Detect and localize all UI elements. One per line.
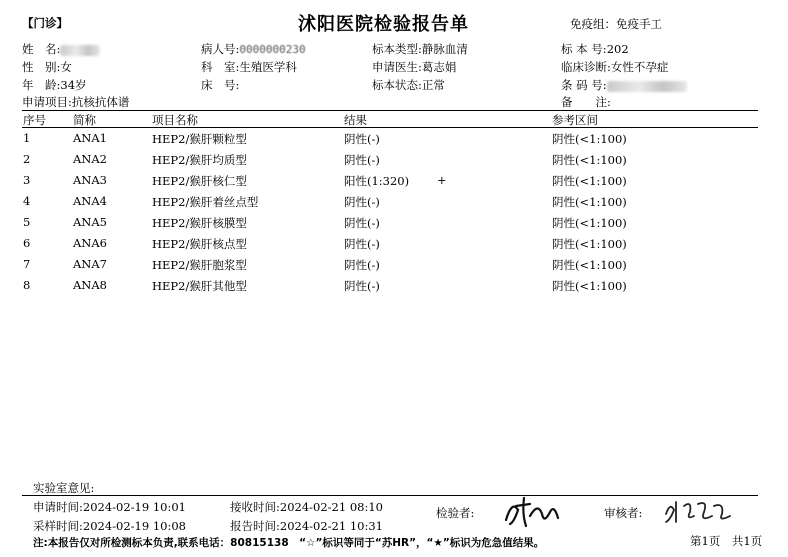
specimen-type: 标本类型:静脉血清 <box>372 42 468 56</box>
footer-line <box>22 495 758 496</box>
department: 科 室:生殖医学科 <box>201 60 297 74</box>
remarks: 备 注: <box>561 95 611 109</box>
page-indicator: 第1页 共1页 <box>690 534 763 548</box>
report-time: 报告时间:2024-02-21 10:31 <box>230 519 383 533</box>
table-row: 4 ANA4 HEP2/猴肝着丝点型 阴性(-) 阴性(<1:100) <box>23 194 627 209</box>
redacted-barcode <box>607 81 687 92</box>
barcode-number: 条 码 号: <box>561 77 687 93</box>
header-top-line <box>22 110 758 111</box>
col-abbr-header: 简称 <box>73 113 96 127</box>
table-header <box>0 112 788 132</box>
reviewer-label: 审核者: <box>604 506 643 520</box>
tester-label: 检验者: <box>436 506 475 520</box>
clinic-type: 【门诊】 <box>22 16 68 30</box>
col-result-header: 结果 <box>344 113 367 127</box>
lab-group: 免疫组：免疫手工 <box>570 17 662 31</box>
col-ref-header: 参考区间 <box>552 113 598 127</box>
specimen-status: 标本状态:正常 <box>372 78 445 92</box>
bed-number: 床 号: <box>201 78 240 92</box>
request-time: 申请时间:2024-02-19 10:01 <box>33 500 186 514</box>
redacted-name <box>60 45 100 56</box>
collect-time: 采样时间:2024-02-19 10:08 <box>33 519 186 533</box>
clinical-diagnosis: 临床诊断:女性不孕症 <box>561 60 669 74</box>
receive-time: 接收时间:2024-02-21 08:10 <box>230 500 383 514</box>
patient-age: 年 龄:34岁 <box>22 78 87 92</box>
table-row: 3 ANA3 HEP2/猴肝核仁型 阳性(1:320) + 阴性(<1:100) <box>23 173 627 188</box>
patient-number: 病人号:0000000230 <box>201 42 306 56</box>
report-title: 沭阳医院检验报告单 <box>298 14 469 35</box>
request-item: 申请项目:抗核抗体谱 <box>22 95 130 109</box>
col-name-header: 项目名称 <box>152 113 198 127</box>
positive-flag: + <box>437 173 447 187</box>
table-row: 7 ANA7 HEP2/猴肝胞浆型 阴性(-) 阴性(<1:100) <box>23 257 627 272</box>
patient-name: 姓 名: <box>22 41 100 57</box>
patient-gender: 性 别:女 <box>22 60 72 74</box>
reviewer-signature <box>660 494 740 530</box>
header-bottom-line <box>22 127 758 128</box>
lab-opinion: 实验室意见: <box>33 481 95 495</box>
specimen-number: 标 本 号:202 <box>561 42 629 56</box>
table-row: 8 ANA8 HEP2/猴肝其他型 阴性(-) 阴性(<1:100) <box>23 278 627 293</box>
table-row: 6 ANA6 HEP2/猴肝核点型 阴性(-) 阴性(<1:100) <box>23 236 627 251</box>
table-row: 1 ANA1 HEP2/猴肝颗粒型 阴性(-) 阴性(<1:100) <box>23 131 627 146</box>
request-doctor: 申请医生:葛志娟 <box>372 60 457 74</box>
report-note: 注:本报告仅对所检测标本负责,联系电话：80815138 “☆”标识等同于“苏HR”，“★”标识为危急值结果。 <box>33 537 545 549</box>
table-row: 2 ANA2 HEP2/猴肝均质型 阴性(-) 阴性(<1:100) <box>23 152 627 167</box>
table-row: 5 ANA5 HEP2/猴肝核膜型 阴性(-) 阴性(<1:100) <box>23 215 627 230</box>
col-seq-header: 序号 <box>23 113 46 127</box>
tester-signature <box>500 492 570 532</box>
